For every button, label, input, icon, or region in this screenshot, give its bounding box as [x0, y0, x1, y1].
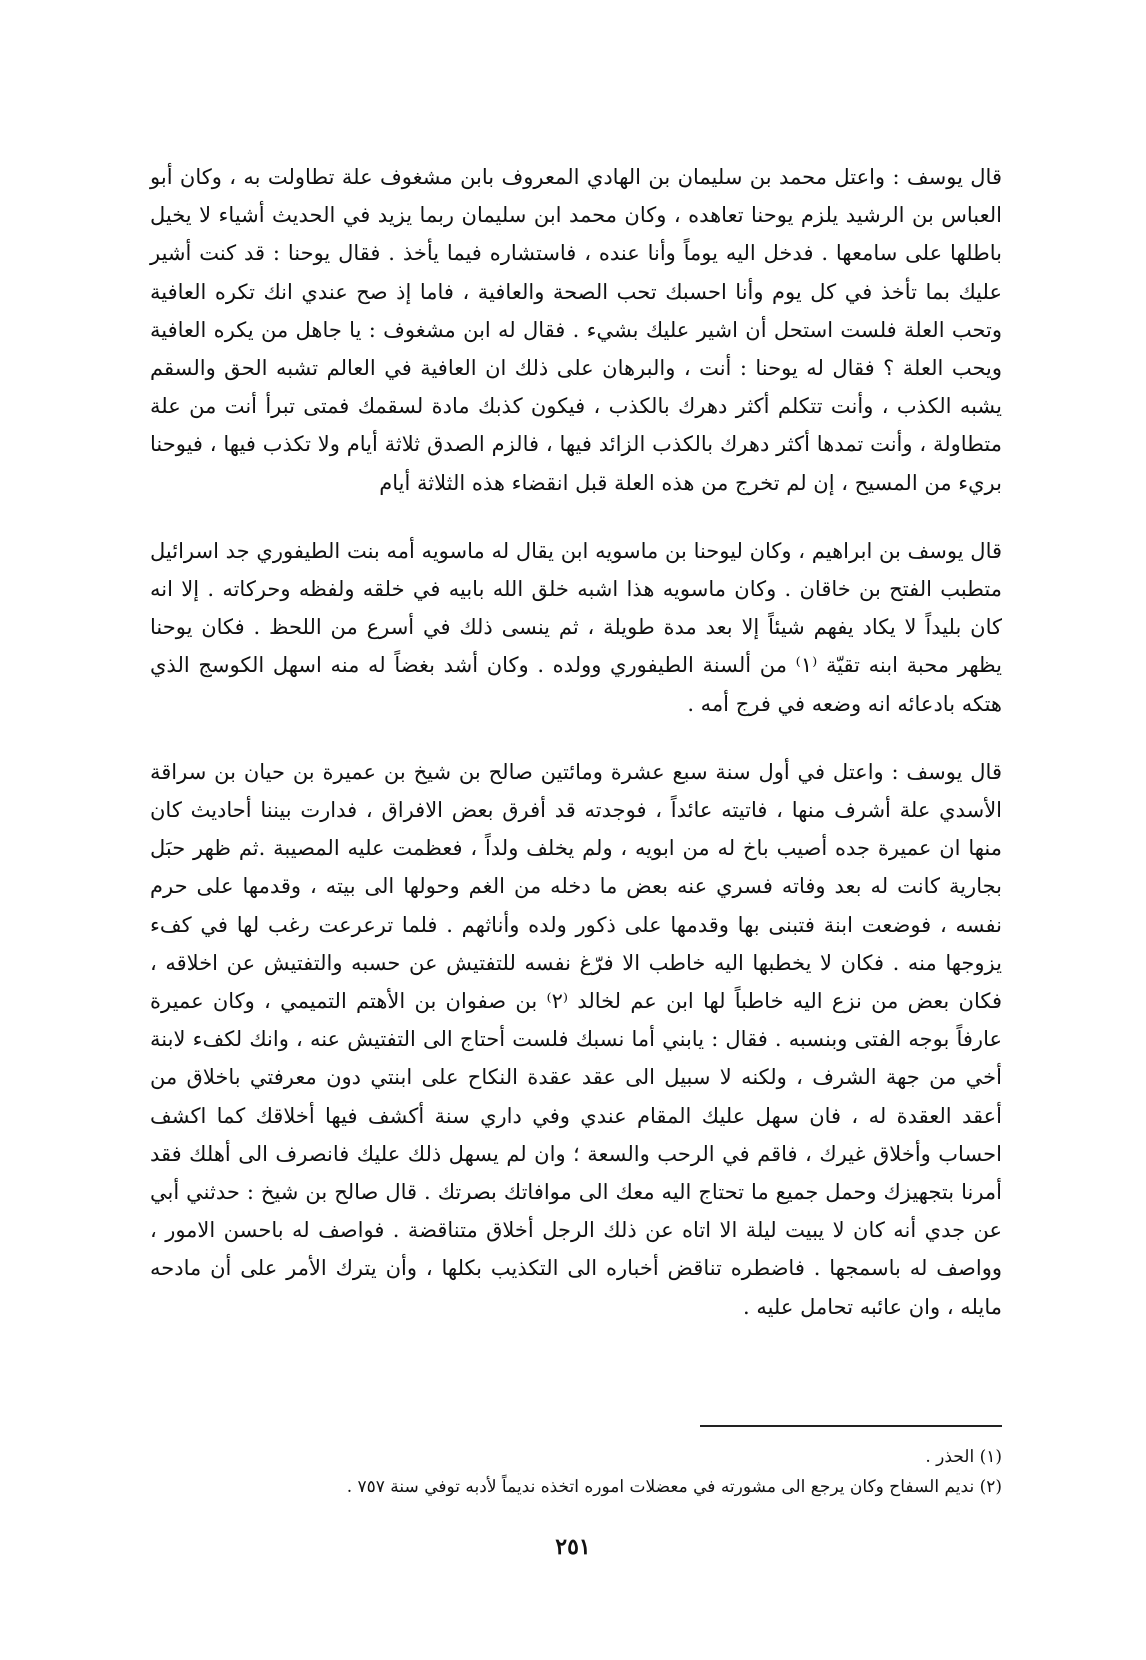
main-text-block	[150, 158, 1002, 1326]
footnote-2: (٢) نديم السفاح وكان يرجع الى مشورته في معضلات اموره اتخذه نديماً لأدبه توفي سنة ٧٥٧ .	[346, 1477, 1002, 1497]
footnote-1: (١) الحذر .	[925, 1447, 1002, 1467]
paragraph-salih-ibn-shaykh: قال يوسف : واعتل في أول سنة سبع عشرة ومائتين صالح بن شيخ بن عميرة بن حيان بن سراقة الأسدي علة أشرف منها ، فاتيته عائداً ، فوجدته قد أفرق بعض الافراق ، فدارت بيننا أحاديث كان منها ان عميرة جده أصيب باخ له من ابويه ، ولم يخلف ولداً ، فعظمت عليه المصيبة .ثم ظهر حبَل بجارية كانت له بعد وفاته فسري عنه بعض ما دخله من الغم وحولها الى بيته ، وقدمها على حرم نفسه ، فوضعت ابنة فتبنى بها وقدمها على ذكور ولده وأناثهم . فلما ترعرعت رغب لها في كفء يزوجها منه . فكان لا يخطبها اليه خاطب الا فرّغ نفسه للتفتيش عن حسبه والتفتيش عن اخلاقه ، فكان بعض من نزع اليه خاطباً لها ابن عم لخالد ⁽٢⁾ بن صفوان بن الأهتم التميمي ، وكان عميرة عارفاً بوجه الفتى وبنسبه . فقال : يابني أما نسبك فلست أحتاج الى التفتيش عنه ، وانك لكفء لابنة أخي من جهة الشرف ، ولكنه لا سبيل الى عقد عقدة النكاح على ابنتي دون معرفتي باخلاق من أعقد العقدة له ، فان سهل عليك المقام عندي وفي داري سنة أكشف فيها أخلاقك كما اكشف احساب وأخلاق غيرك ، فاقم في الرحب والسعة ؛ وان لم يسهل ذلك عليك فانصرف الى أهلك فقد أمرنا بتجهيزك وحمل جميع ما تحتاج اليه معك الى موافاتك بصرتك . قال صالح بن شيخ : حدثني أبي عن جدي أنه كان لا يبيت ليلة الا اتاه عن ذلك الرجل أخلاق متناقضة . فواصف له باحسن الامور ، وواصف له باسمجها . فاضطره تناقض أخباره الى التكذيب بكلها ، وأن يترك الأمر على أن مادحه مايله ، وان عائبه تحامل عليه .	[150, 759, 1003, 1319]
footnote-divider	[700, 1425, 1002, 1427]
paragraph-masawayh-son: قال يوسف بن ابراهيم ، وكان ليوحنا بن ماسويه ابن يقال له ماسويه أمه بنت الطيفوري جد اسرائيل متطبب الفتح بن خاقان . وكان ماسويه هذا اشبه خلق الله بابيه في خلقه ولفظه وحركاته . إلا انه كان بليداً لا يكاد يفهم شيئاً إلا بعد مدة طويلة ، ثم ينسى ذلك في أسرع من اللحظ . فكان يوحنا يظهر محبة ابنه تقيّة ⁽١⁾ من ألسنة الطيفوري وولده . وكان أشد بغضاً له منه اسهل الكوسج الذي هتكه بادعائه انه وضعه في فرج أمه .	[150, 538, 1003, 716]
page-number: ٢٥١	[555, 1534, 591, 1560]
paragraph-yuhanna-ibn-mashghuf: قال يوسف : واعتل محمد بن سليمان بن الهادي المعروف بابن مشغوف علة تطاولت به ، وكان أبو العباس بن الرشيد يلزم يوحنا تعاهده ، وكان محمد ابن سليمان ربما يزيد في الحديث أشياء لا يخيل باطلها على سامعها . فدخل اليه يوماً وأنا عنده ، فاستشاره فيما يأخذ . فقال يوحنا : قد كنت أشير عليك بما تأخذ في كل يوم وأنا احسبك تحب الصحة والعافية ، فاما إذ صح عندي انك تكره العافية وتحب العلة فلست استحل أن اشير عليك بشيء . فقال له ابن مشغوف : يا جاهل من يكره العافية ويحب العلة ؟ فقال له يوحنا : أنت ، والبرهان على ذلك ان العافية في العالم تشبه الحق والسقم يشبه الكذب ، وأنت تتكلم أكثر دهرك بالكذب ، فيكون كذبك مادة لسقمك فمتى تبرأ أنت من علة متطاولة ، وأنت تمدها أكثر دهرك بالكذب الزائد فيها ، فالزم الصدق ثلاثة أيام ولا تكذب فيها ، فيوحنا بريء من المسيح ، إن لم تخرج من هذه العلة قبل انقضاء هذه الثلاثة أيام	[150, 165, 1002, 495]
footnotes	[150, 1442, 1002, 1502]
